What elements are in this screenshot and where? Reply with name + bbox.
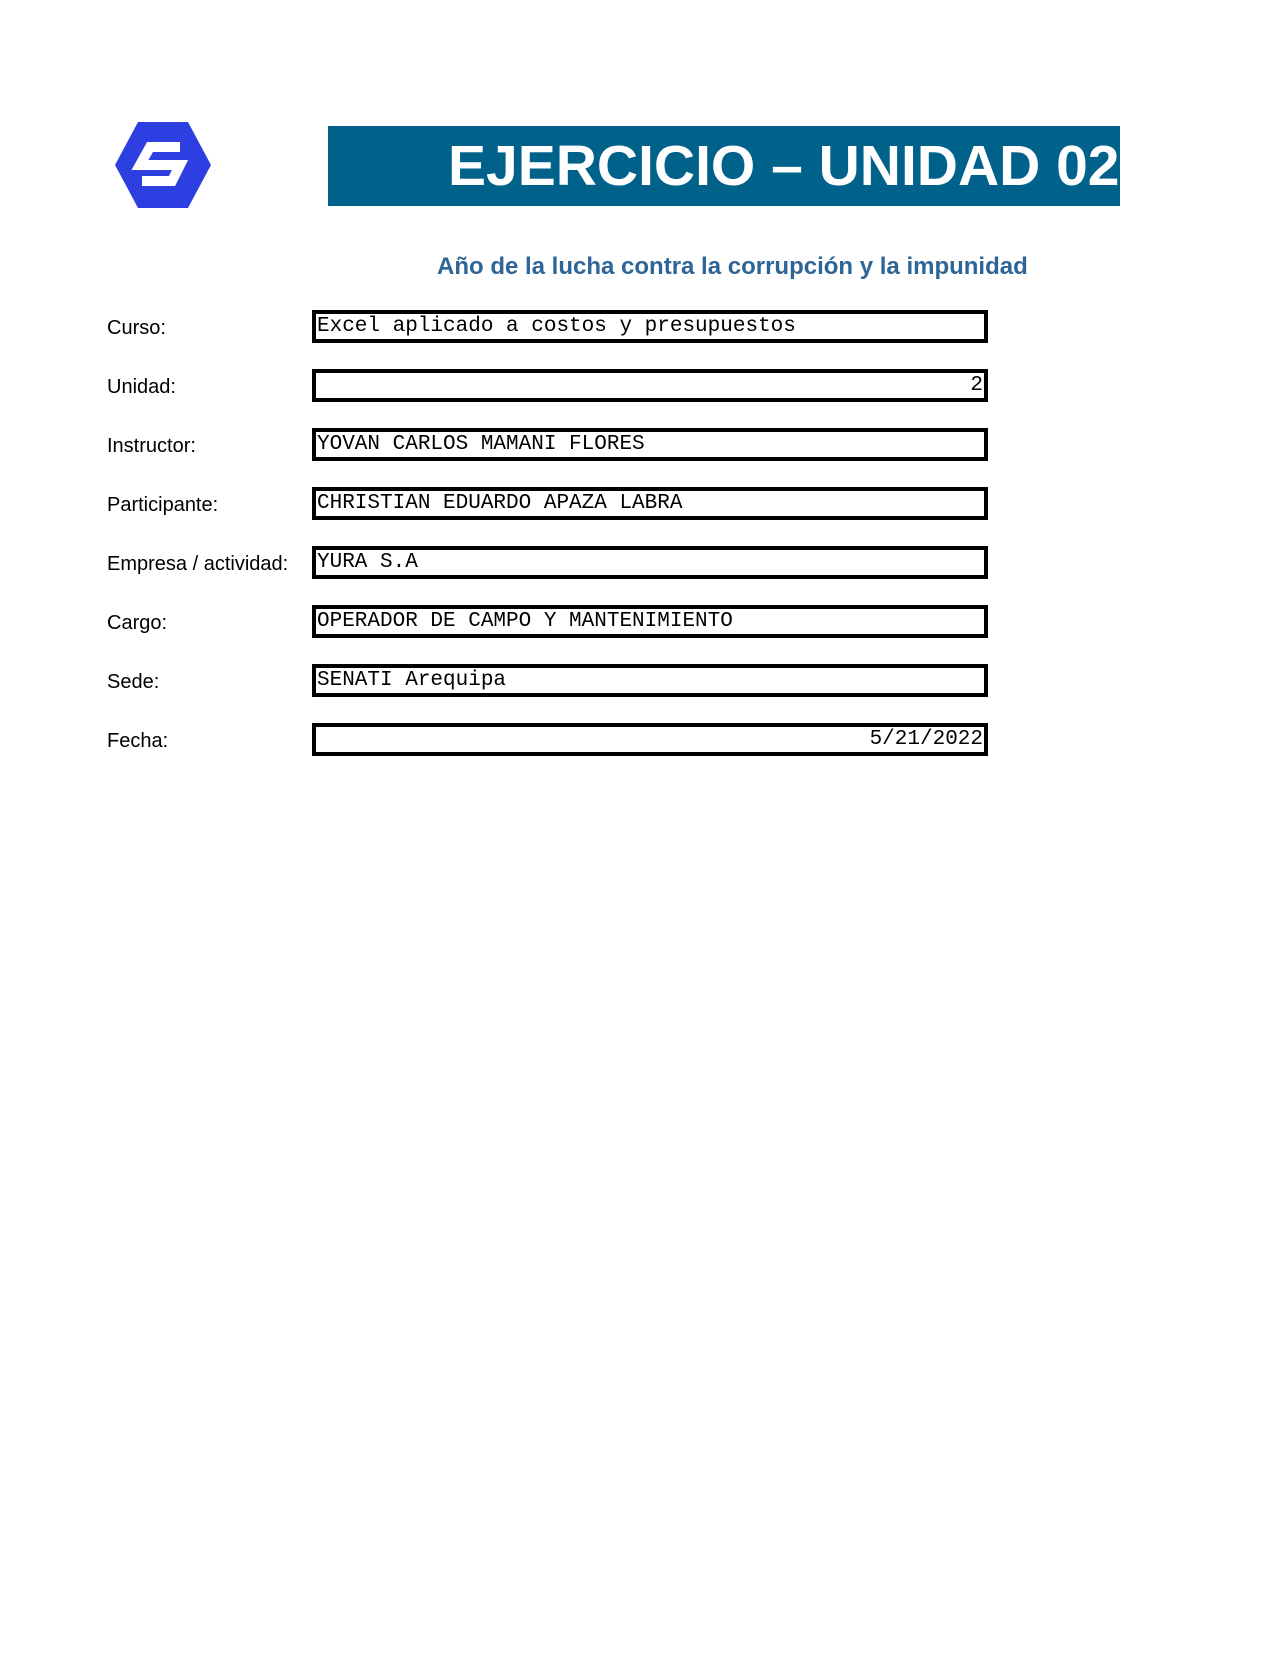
fecha-field[interactable]: 5/21/2022 (312, 723, 988, 756)
instructor-field[interactable]: YOVAN CARLOS MAMANI FLORES (312, 428, 988, 461)
cargo-label: Cargo: (107, 612, 168, 634)
instructor-label: Instructor: (107, 435, 196, 457)
empresa-label: Empresa / actividad: (107, 553, 289, 575)
unidad-label: Unidad: (107, 376, 176, 398)
unidad-field[interactable]: 2 (312, 369, 988, 402)
sede-field[interactable]: SENATI Arequipa (312, 664, 988, 697)
cargo-field[interactable]: OPERADOR DE CAMPO Y MANTENIMIENTO (312, 605, 988, 638)
curso-label: Curso: (107, 317, 166, 339)
empresa-field[interactable]: YURA S.A (312, 546, 988, 579)
title-banner (328, 126, 1120, 206)
hexagon-s-logo-icon (114, 120, 212, 210)
fecha-label: Fecha: (107, 730, 169, 752)
curso-field[interactable]: Excel aplicado a costos y presupuestos (312, 310, 988, 343)
page-subtitle: Año de la lucha contra la corrupción y la impunidad (437, 253, 1028, 280)
page-title: EJERCICIO – UNIDAD 02 (448, 134, 1120, 198)
participante-label: Participante: (107, 494, 219, 516)
sede-label: Sede: (107, 671, 160, 693)
participante-field[interactable]: CHRISTIAN EDUARDO APAZA LABRA (312, 487, 988, 520)
